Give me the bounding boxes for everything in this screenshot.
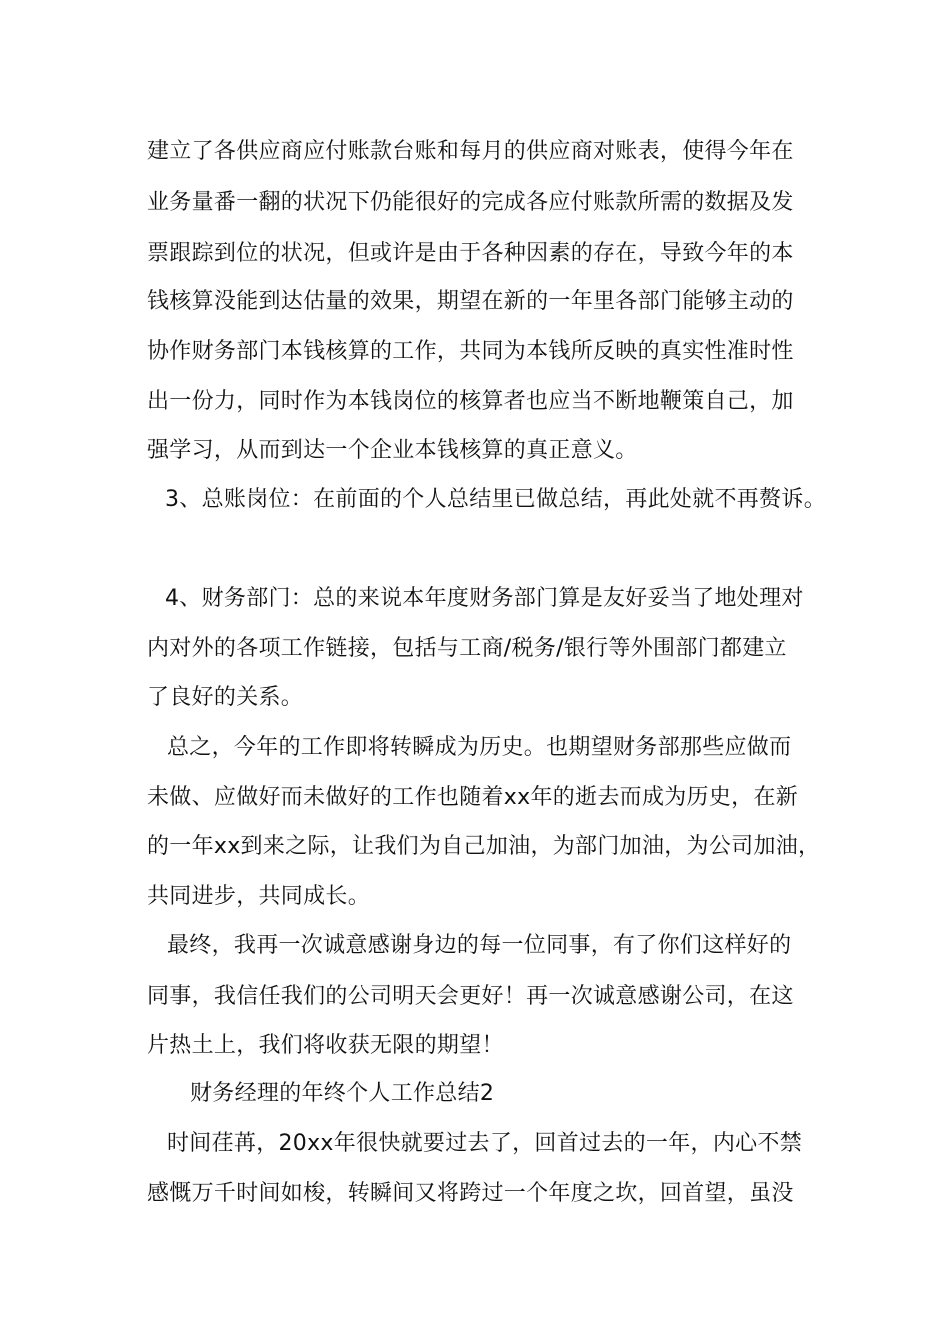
text-line: 建立了各供应商应付账款台账和每月的供应商对账表，使得今年在 (147, 139, 794, 164)
text-line: 3、总账岗位：在前面的个人总结里已做总结，再此处就不再赘诉。 (165, 487, 826, 512)
text-line: 出一份力，同时作为本钱岗位的核算者也应当不断地鞭策自己，加 (147, 389, 794, 414)
text-line: 业务量番一翻的状况下仍能很好的完成各应付账款所需的数据及发 (147, 190, 794, 215)
section-heading: 财务经理的年终个人工作总结2 (190, 1081, 495, 1106)
text-line: 片热土上，我们将收获无限的期望！ (147, 1033, 504, 1058)
text-line: 协作财务部门本钱核算的工作，共同为本钱所反映的真实性准时性 (147, 339, 794, 364)
text-line: 最终，我再一次诚意感谢身边的每一位同事，有了你们这样好的 (167, 933, 792, 958)
text-line: 未做、应做好而未做好的工作也随着xx年的逝去而成为历史，在新 (147, 785, 799, 810)
text-line: 共同进步，共同成长。 (147, 884, 371, 909)
text-line: 的一年xx到来之际，让我们为自己加油，为部门加油，为公司加油， (147, 834, 821, 859)
text-line: 内对外的各项工作链接，包括与工商/税务/银行等外围部门都建立 (147, 636, 787, 661)
text-line: 感慨万千时间如梭，转瞬间又将跨过一个年度之坎，回首望，虽没 (147, 1181, 794, 1206)
text-line: 4、财务部门：总的来说本年度财务部门算是友好妥当了地处理对 (165, 586, 804, 611)
text-line: 钱核算没能到达估量的效果，期望在新的一年里各部门能够主动的 (147, 289, 794, 314)
text-line: 了良好的关系。 (147, 685, 304, 710)
text-line: 时间荏苒，20xx年很快就要过去了，回首过去的一年，内心不禁 (167, 1131, 803, 1156)
text-line: 票跟踪到位的状况，但或许是由于各种因素的存在，导致今年的本 (147, 241, 794, 266)
text-line: 强学习，从而到达一个企业本钱核算的真正意义。 (147, 438, 638, 463)
text-line: 总之，今年的工作即将转瞬成为历史。也期望财务部那些应做而 (167, 735, 792, 760)
text-line: 同事，我信任我们的公司明天会更好！再一次诚意感谢公司，在这 (147, 984, 794, 1009)
